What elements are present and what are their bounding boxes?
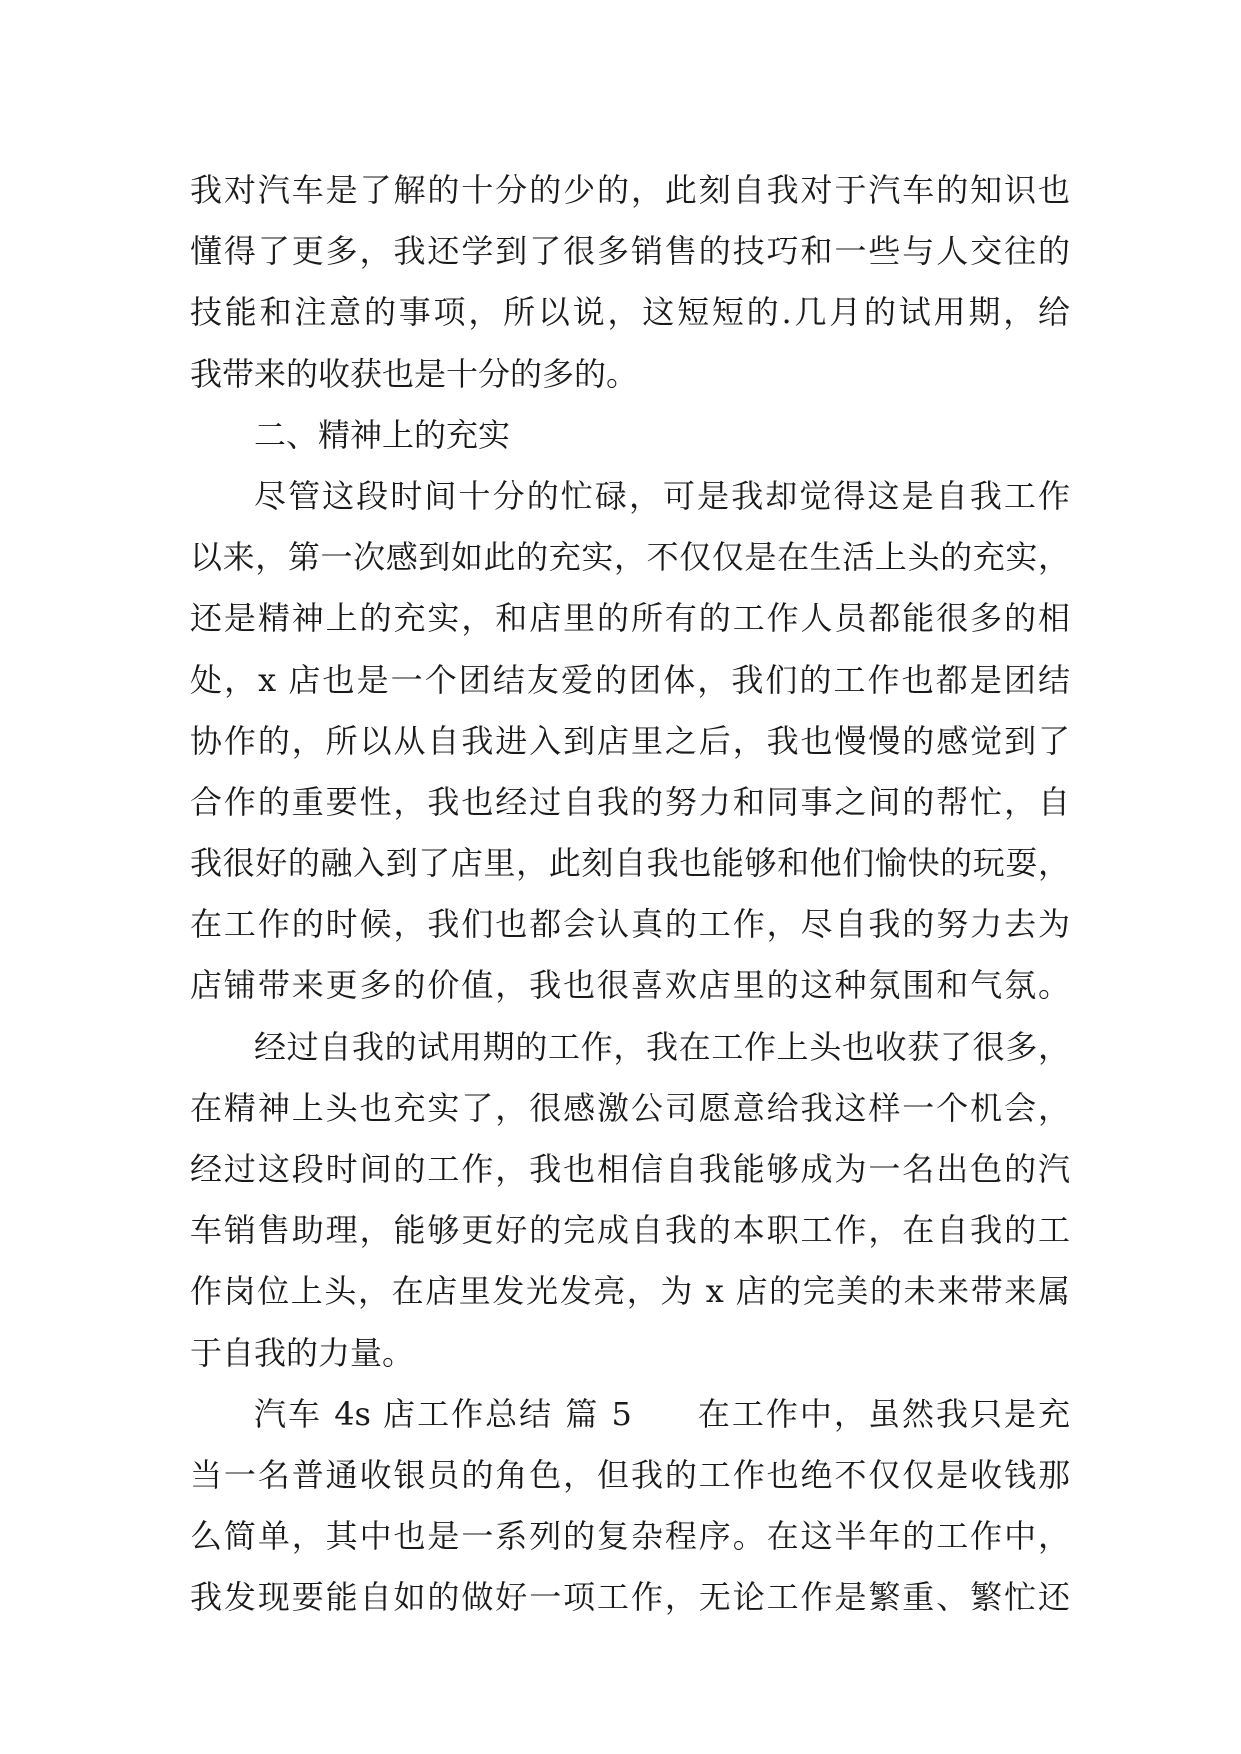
text-line: 合作的重要性，我也经过自我的努力和同事之间的帮忙，自 — [190, 782, 1070, 821]
section-title: 汽车 4s 店工作总结 篇 5 — [254, 1394, 632, 1433]
text-line-start: 在工作中，虽然我只是充 — [695, 1394, 1070, 1433]
section-heading: 二、精神上的充实 — [254, 415, 511, 454]
text-line: 以来，第一次感到如此的充实，不仅仅是在生活上头的充实， — [190, 538, 1070, 577]
text-line: 店铺带来更多的价值，我也很喜欢店里的这种氛围和气氛。 — [190, 966, 1070, 1005]
section-title-line — [190, 1384, 1070, 1445]
text-line: 于自我的力量。 — [190, 1333, 415, 1372]
text-line: 懂得了更多，我还学到了很多销售的技巧和一些与人交往的 — [190, 232, 1070, 271]
text-line: 么简单，其中也是一系列的复杂程序。在这半年的工作中， — [190, 1517, 1070, 1556]
text-line: 作岗位上头，在店里发光发亮，为 x 店的完美的未来带来属 — [190, 1272, 1070, 1311]
text-line: 我发现要能自如的做好一项工作，无论工作是繁重、繁忙还 — [190, 1578, 1070, 1617]
text-line: 处，x 店也是一个团结友爱的团体，我们的工作也都是团结 — [190, 660, 1070, 699]
text-line: 我带来的收获也是十分的多的。 — [190, 354, 639, 393]
text-line: 在精神上头也充实了，很感激公司愿意给我这样一个机会， — [190, 1088, 1070, 1127]
text-line: 在工作的时候，我们也都会认真的工作，尽自我的努力去为 — [190, 905, 1070, 944]
text-line: 我对汽车是了解的十分的少的，此刻自我对于汽车的知识也 — [190, 171, 1070, 209]
text-line: 经过自我的试用期的工作，我在工作上头也收获了很多， — [254, 1027, 1070, 1066]
text-line: 经过这段时间的工作，我也相信自我能够成为一名出色的汽 — [190, 1150, 1070, 1188]
text-line: 还是精神上的充实，和店里的所有的工作人员都能很多的相 — [190, 599, 1070, 638]
text-line: 当一名普通收银员的角色，但我的工作也绝不仅仅是收钱那 — [190, 1455, 1070, 1494]
text-line: 尽管这段时间十分的忙碌，可是我却觉得这是自我工作 — [254, 476, 1070, 515]
document-body — [190, 160, 1070, 1629]
text-line: 我很好的融入到了店里，此刻自我也能够和他们愉快的玩耍， — [190, 844, 1070, 883]
text-line: 技能和注意的事项，所以说，这短短的.几月的试用期，给 — [190, 293, 1070, 332]
text-line: 协作的，所以从自我进入到店里之后，我也慢慢的感觉到了 — [190, 721, 1070, 760]
text-line: 车销售助理，能够更好的完成自我的本职工作，在自我的工 — [190, 1211, 1070, 1250]
